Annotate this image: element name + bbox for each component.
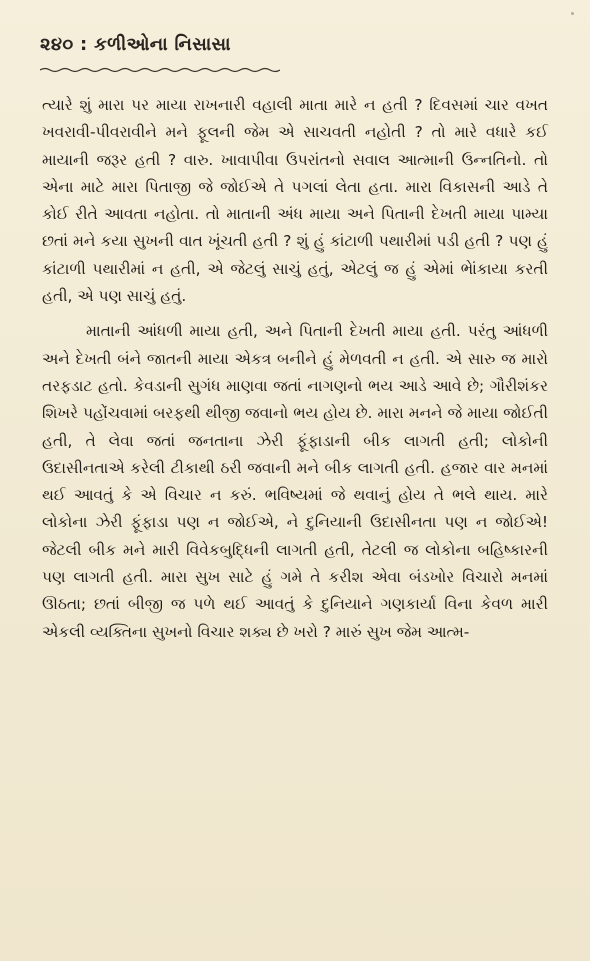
body-text: [42, 92, 548, 646]
running-head: ૨૪૦ : કળીઓના નિસાસા: [40, 34, 231, 55]
paragraph-2: માતાની આંધળી માયા હતી, અને પિતાની દેખતી માયા હતી. પરંતુ આંધળી અને દેખતી બંને જાતની માયા એકત્ર બનીને હું મેળવતી ન હતી. એ સારુ જ મારો તરફડાટ હતો. કેવડાની સુગંધ માણવા જતાં નાગણનો ભય આડે આવે છે; ગૌરીશંકર શિખરે પહોંચવામાં બરફથી થીજી જવાનો ભય હોય છે. મારા મનને જે માયા જોઈતી હતી, તે લેવા જતાં જનતાના ઝેરી ફૂંફાડાની બીક લાગતી હતી; લોકોની ઉદાસીનતાએ કરેલી ટીકાથી ઠરી જવાની મને બીક લાગતી હતી. હજાર વાર મનમાં થઈ આવતું કે એ વિચાર ન કરું. ભવિષ્યમાં જે થવાનું હોય તે ભલે થાય. મારે લોકોના ઝેરી ફૂંફાડા પણ ન જોઈએ, ને દુનિયાની ઉદાસીનતા પણ ન જોઈએ! જેટલી બીક મને મારી વિવેકબુદ્ધિની લાગતી હતી, તેટલી જ લોકોના બહિષ્કારની પણ લાગતી હતી. મારા સુખ સાટે હું ગમે તે કરીશ એવા બંડખોર વિચારો મનમાં ઊઠતા; છતાં બીજી જ પળે થઈ આવતું કે દુનિયાને ગણકાર્યા વિના કેવળ મારી એકલી વ્યક્તિના સુખનો વિચાર શક્ય છે ખરો ? મારું સુખ જેમ આત્મ-: [42, 322, 548, 641]
paper-speck: [571, 12, 574, 15]
paragraph-1: ત્યારે શું મારા પર માયા રાખનારી વહાલી માતા મારે ન હતી ? દિવસમાં ચાર વખત ખવરાવી-પીવરાવીને મને ફૂલની જેમ એ સાચવતી નહોતી ? તો મારે વધારે કઈ માયાની જરૂર હતી ? વારુ. ખાવાપીવા ઉપરાંતનો સવાલ આત્માની ઉન્નતિનો. તો એના માટે મારા પિતાજી જે જોઈએ તે પગલાં લેતા હતા. મારા વિકાસની આડે તે કોઈ રીતે આવતા નહોતા. તો માતાની અંધ માયા અને પિતાની દેખતી માયા પામ્યા છતાં મને કયા સુખની વાત ખૂંચતી હતી ? શું હું કાંટાળી પથારીમાં પડી હતી ? પણ હું કાંટાળી પથારીમાં ન હતી, એ જેટલું સાચું હતું, એટલું જ હું એમાં ભેાંકાયા કરતી હતી, એ પણ સાચું હતું.: [42, 96, 548, 306]
header-wavy-rule: [40, 67, 280, 73]
page-header: [40, 32, 540, 77]
